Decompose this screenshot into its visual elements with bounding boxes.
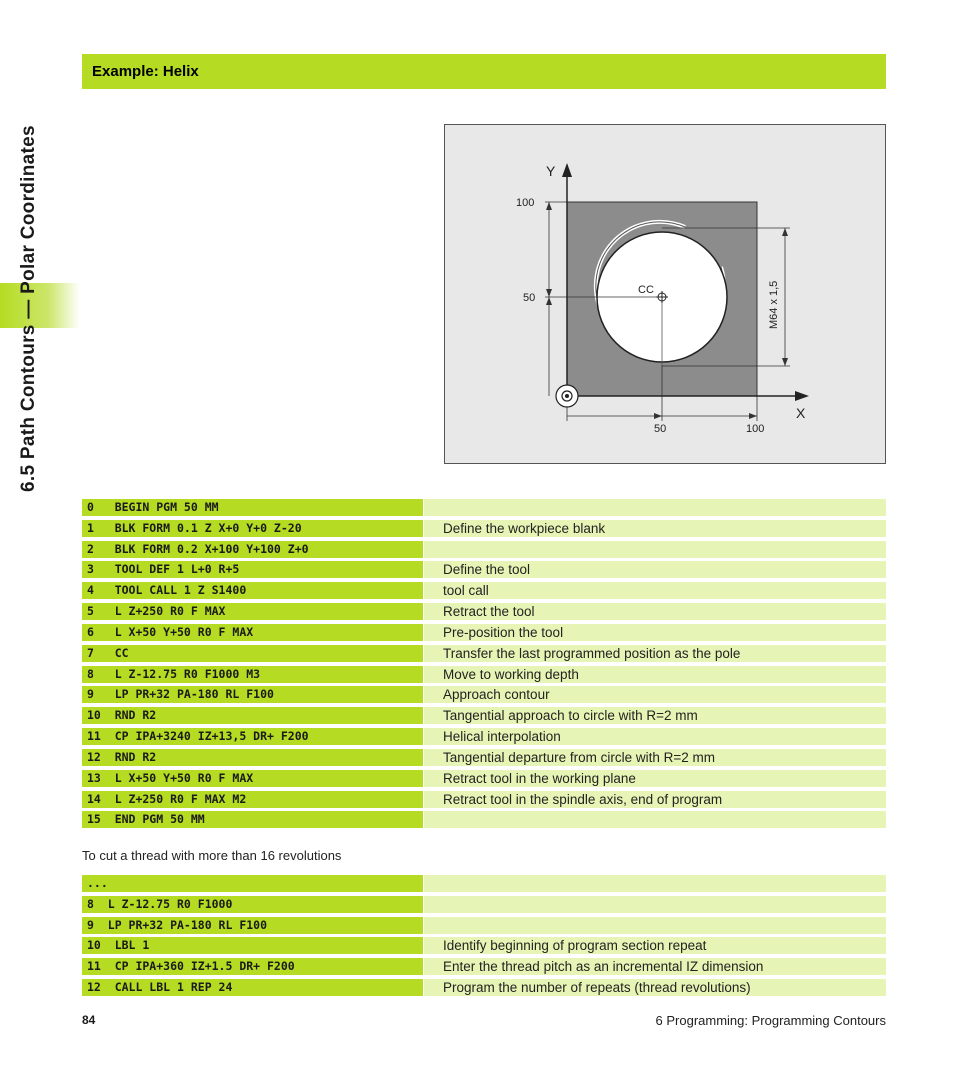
nc-code: 11 CP IPA+3240 IZ+13,5 DR+ F200 bbox=[82, 728, 423, 745]
program-line bbox=[82, 875, 886, 892]
nc-code: 14 L Z+250 R0 F MAX M2 bbox=[82, 791, 423, 808]
chapter-side-title: 6.5 Path Contours — Polar Coordinates bbox=[18, 125, 39, 492]
program-line bbox=[82, 896, 886, 913]
nc-code: 4 TOOL CALL 1 Z S1400 bbox=[82, 582, 423, 599]
nc-code: 8 L Z-12.75 R0 F1000 M3 bbox=[82, 666, 423, 683]
program-line bbox=[82, 603, 886, 620]
nc-code: 10 RND R2 bbox=[82, 707, 423, 724]
nc-comment: Identify beginning of program section repeat bbox=[424, 937, 886, 954]
x-tick-100: 100 bbox=[746, 423, 765, 435]
nc-comment: Program the number of repeats (thread revolutions) bbox=[424, 979, 886, 996]
nc-code: 7 CC bbox=[82, 645, 423, 662]
program-line bbox=[82, 561, 886, 578]
nc-code: 1 BLK FORM 0.1 Z X+0 Y+0 Z-20 bbox=[82, 520, 423, 537]
footer-chapter-title: 6 Programming: Programming Contours bbox=[655, 1013, 886, 1028]
nc-comment bbox=[424, 541, 886, 558]
nc-code: 5 L Z+250 R0 F MAX bbox=[82, 603, 423, 620]
nc-comment bbox=[424, 499, 886, 516]
nc-comment: Retract the tool bbox=[424, 603, 886, 620]
nc-code: 6 L X+50 Y+50 R0 F MAX bbox=[82, 624, 423, 641]
program-line bbox=[82, 770, 886, 787]
nc-comment bbox=[424, 811, 886, 828]
nc-code: 11 CP IPA+360 IZ+1.5 DR+ F200 bbox=[82, 958, 423, 975]
thread-label: M64 x 1,5 bbox=[768, 280, 780, 329]
nc-comment bbox=[424, 875, 886, 892]
example-header bbox=[82, 54, 886, 89]
program-line bbox=[82, 707, 886, 724]
nc-code: 12 CALL LBL 1 REP 24 bbox=[82, 979, 423, 996]
chapter-tab-marker bbox=[0, 283, 80, 328]
program-line bbox=[82, 686, 886, 703]
program-line bbox=[82, 958, 886, 975]
nc-code: 13 L X+50 Y+50 R0 F MAX bbox=[82, 770, 423, 787]
nc-comment: Helical interpolation bbox=[424, 728, 886, 745]
example-title: Example: Helix bbox=[92, 63, 199, 80]
nc-code: 8 L Z-12.75 R0 F1000 bbox=[82, 896, 423, 913]
nc-code: ... bbox=[82, 875, 423, 892]
program-line bbox=[82, 937, 886, 954]
nc-code: 9 LP PR+32 PA-180 RL F100 bbox=[82, 686, 423, 703]
program-line bbox=[82, 728, 886, 745]
program-line bbox=[82, 979, 886, 996]
x-tick-50: 50 bbox=[654, 423, 667, 435]
pole-label: CC bbox=[638, 284, 654, 296]
nc-comment: tool call bbox=[424, 582, 886, 599]
nc-comment: Tangential approach to circle with R=2 mm bbox=[424, 707, 886, 724]
program-line bbox=[82, 520, 886, 537]
nc-comment: Approach contour bbox=[424, 686, 886, 703]
program-line bbox=[82, 541, 886, 558]
helix-figure bbox=[444, 124, 886, 464]
y-axis-label: Y bbox=[546, 163, 556, 179]
helix-drawing bbox=[445, 125, 887, 465]
program-line bbox=[82, 645, 886, 662]
nc-comment: Retract tool in the spindle axis, end of program bbox=[424, 791, 886, 808]
nc-code: 2 BLK FORM 0.2 X+100 Y+100 Z+0 bbox=[82, 541, 423, 558]
nc-code: 3 TOOL DEF 1 L+0 R+5 bbox=[82, 561, 423, 578]
nc-comment: Define the tool bbox=[424, 561, 886, 578]
nc-code: 9 LP PR+32 PA-180 RL F100 bbox=[82, 917, 423, 934]
nc-code: 10 LBL 1 bbox=[82, 937, 423, 954]
nc-comment bbox=[424, 917, 886, 934]
program-line bbox=[82, 749, 886, 766]
nc-comment: Pre-position the tool bbox=[424, 624, 886, 641]
y-tick-100: 100 bbox=[516, 197, 535, 209]
nc-comment: Define the workpiece blank bbox=[424, 520, 886, 537]
program-listing bbox=[82, 499, 886, 832]
program-line bbox=[82, 917, 886, 934]
program-line bbox=[82, 582, 886, 599]
y-tick-50: 50 bbox=[523, 292, 536, 304]
page-number: 84 bbox=[82, 1013, 96, 1027]
program-line bbox=[82, 791, 886, 808]
program-line bbox=[82, 666, 886, 683]
nc-comment: Transfer the last programmed position as the pole bbox=[424, 645, 886, 662]
program-line bbox=[82, 811, 886, 828]
nc-code: 12 RND R2 bbox=[82, 749, 423, 766]
nc-code: 15 END PGM 50 MM bbox=[82, 811, 423, 828]
nc-code: 0 BEGIN PGM 50 MM bbox=[82, 499, 423, 516]
nc-comment bbox=[424, 896, 886, 913]
program-line bbox=[82, 499, 886, 516]
nc-comment: Enter the thread pitch as an incremental IZ dimension bbox=[424, 958, 886, 975]
thread-program-listing bbox=[82, 875, 886, 1000]
nc-comment: Move to working depth bbox=[424, 666, 886, 683]
x-axis-label: X bbox=[796, 405, 806, 421]
program-line bbox=[82, 624, 886, 641]
nc-comment: Retract tool in the working plane bbox=[424, 770, 886, 787]
nc-comment: Tangential departure from circle with R=2 mm bbox=[424, 749, 886, 766]
thread-note: To cut a thread with more than 16 revolutions bbox=[82, 848, 342, 863]
